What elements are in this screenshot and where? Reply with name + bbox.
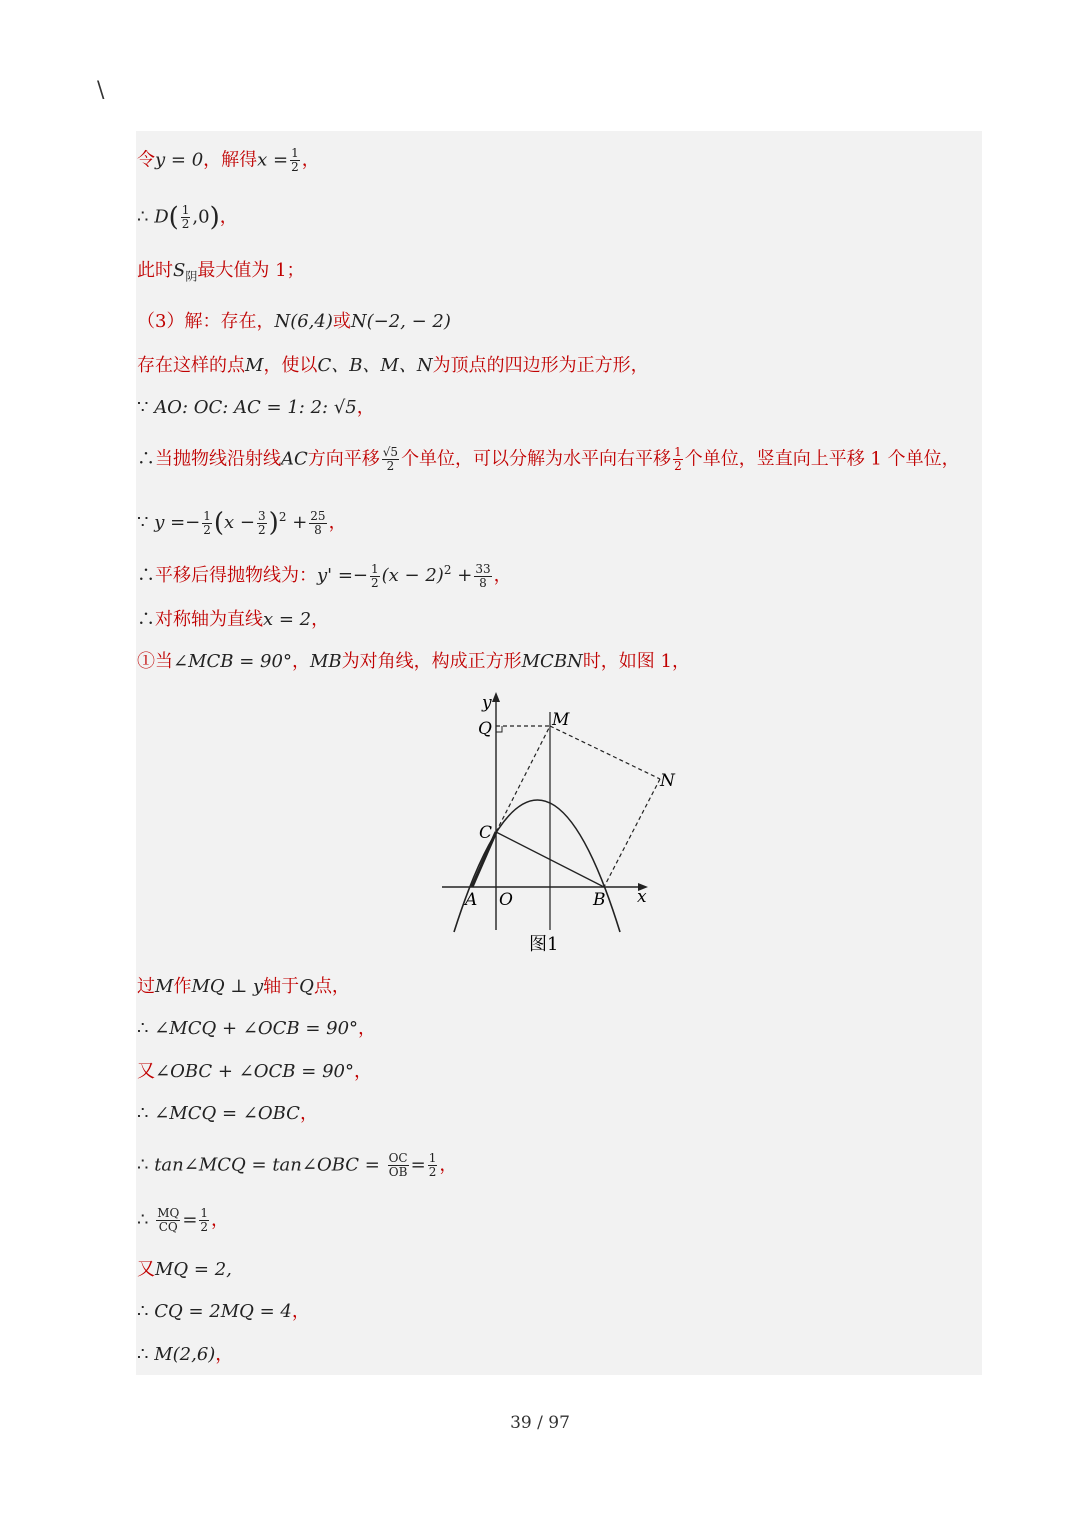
line-4 — [137, 310, 451, 334]
fraction: $\frac{1}{2}$ — [203, 508, 211, 537]
text: 又 — [137, 1259, 155, 1280]
punct: ， — [311, 609, 330, 630]
fraction: $\frac{25}{8}$ — [310, 508, 326, 537]
line-6 — [137, 396, 375, 420]
text: ，解得 — [203, 149, 258, 171]
math: N(−2, − 2) — [350, 311, 451, 332]
text: 个单位，竖直向上平移 1 个单位， — [684, 448, 960, 470]
label-A: A — [465, 890, 478, 910]
segment-NB — [604, 779, 660, 887]
math: (x − 2) — [381, 565, 444, 586]
therefore-symbol: ∴ — [137, 1344, 149, 1365]
math: + — [457, 565, 473, 586]
line-20 — [137, 1343, 233, 1367]
math: M — [155, 976, 174, 997]
punct: ， — [219, 206, 238, 228]
therefore-symbol: ∴ — [137, 1301, 149, 1322]
text: 为对角线，构成正方形 — [341, 651, 522, 672]
line-8: ∵ y =− $\frac{1}{2}$ (x − $\frac{3}{2}$ )$^2$ + $\frac{25}{8}$ ， — [137, 508, 347, 538]
line-15 — [137, 1102, 318, 1126]
text: 方向平移 — [307, 448, 380, 470]
therefore-symbol: ∴ — [137, 1103, 149, 1124]
math: x = 2 — [263, 609, 312, 630]
punct: ， — [358, 1018, 377, 1039]
math: M(2,6) — [154, 1344, 216, 1365]
punct: ， — [301, 149, 320, 171]
line-18 — [137, 1258, 232, 1282]
fraction: $\frac{1}{2}$ — [181, 203, 190, 231]
math: D — [154, 206, 169, 228]
therefore-symbol: ∴ — [137, 609, 155, 630]
text: 作 — [173, 976, 192, 997]
label-N: N — [660, 771, 675, 791]
because-symbol: ∵ — [137, 397, 149, 418]
text: 令 — [137, 149, 155, 171]
line-16 — [137, 1152, 457, 1179]
math: C、B、M、N — [317, 355, 433, 376]
corner-mark: \ — [97, 78, 105, 103]
math: y =− — [154, 512, 201, 533]
text: 时，如图 1， — [582, 651, 690, 672]
fraction: $\frac{1}{2}$ — [291, 146, 299, 174]
math: y' =− — [317, 565, 369, 586]
math: ,0 — [192, 206, 210, 228]
therefore-symbol: ∴ — [137, 448, 155, 470]
label-y: y — [482, 693, 492, 713]
math: Q — [299, 976, 314, 997]
math: ∠OBC + ∠OCB = 90° — [155, 1061, 354, 1082]
text: 轴于 — [263, 976, 300, 997]
text: 平移后得抛物线为： — [155, 565, 317, 586]
math: MB — [309, 651, 342, 672]
therefore-symbol: ∴ — [137, 1209, 149, 1231]
label-M: M — [552, 710, 570, 730]
text: 或 — [332, 311, 351, 332]
line-2: ∴ D( $\frac{1}{2}$ ,0)， — [137, 202, 238, 233]
text: （3）解：存在， — [137, 311, 275, 332]
math: tan∠MCQ = tan∠OBC = — [154, 1154, 380, 1176]
label-Q: Q — [478, 719, 492, 739]
math: x − — [224, 512, 256, 533]
punct: ， — [215, 1344, 234, 1365]
fraction: $\frac{√5}{2}$ — [382, 445, 399, 473]
line-9 — [137, 558, 512, 590]
line-1 — [137, 147, 320, 174]
math: y = 0 — [155, 149, 204, 171]
math: + — [292, 512, 308, 533]
because-symbol: ∵ — [137, 512, 149, 533]
page-number: 39 / 97 — [510, 1413, 570, 1433]
text: 为顶点的四边形为正方形， — [432, 355, 649, 376]
fraction: $\frac{1}{2}$ — [200, 1206, 209, 1234]
math: AC — [281, 448, 308, 470]
math: MQ ⊥ y — [191, 976, 264, 997]
math: N(6,4) — [274, 311, 333, 332]
math: AO: OC: AC = 1: 2: √5 — [154, 397, 357, 418]
text: 最大值为 1； — [197, 260, 305, 281]
text: ①当 — [137, 651, 173, 672]
figure-1-diagram — [432, 690, 675, 960]
math: S — [173, 260, 186, 281]
text: ， — [291, 651, 310, 672]
math: x = — [257, 149, 289, 171]
label-B: B — [593, 890, 606, 910]
text: 个单位，可以分解为水平向右平移 — [401, 448, 672, 470]
punct: ， — [356, 397, 375, 418]
line-19 — [137, 1300, 310, 1324]
math: ∠MCQ = ∠OBC — [154, 1103, 300, 1124]
punct: ， — [328, 512, 347, 533]
math: = — [182, 1209, 198, 1231]
parabola-curve — [454, 800, 620, 932]
therefore-symbol: ∴ — [137, 1154, 149, 1176]
fraction: $\frac{1}{2}$ — [428, 1151, 437, 1179]
right-angle-mark-icon — [496, 726, 502, 732]
fraction: $\frac{1}{2}$ — [371, 561, 379, 590]
text: 存在这样的点 — [137, 355, 245, 376]
text: 当抛物线沿射线 — [155, 448, 281, 470]
fraction: $\frac{MQ}{CQ}$ — [157, 1206, 180, 1234]
segment-CM — [496, 726, 550, 832]
line-11 — [137, 650, 690, 674]
exponent: 2 — [443, 563, 452, 577]
line-17 — [137, 1207, 229, 1234]
math: ∠MCQ + ∠OCB = 90° — [154, 1018, 359, 1039]
math: = — [410, 1154, 426, 1176]
punct: ， — [439, 1154, 458, 1176]
punct: ， — [299, 1103, 318, 1124]
fraction: $\frac{33}{8}$ — [475, 561, 491, 590]
fraction: $\frac{1}{2}$ — [674, 445, 682, 473]
line-7 — [137, 446, 960, 473]
text: ，使以 — [263, 355, 318, 376]
math: ∠MCB = 90° — [173, 651, 292, 672]
math: M — [245, 355, 264, 376]
punct: ， — [211, 1209, 230, 1231]
therefore-symbol: ∴ — [137, 565, 155, 586]
math: MQ = 2, — [155, 1259, 232, 1280]
label-C: C — [479, 823, 493, 843]
math: MCBN — [521, 651, 583, 672]
y-axis-arrow-icon — [492, 692, 500, 702]
text: 对称轴为直线 — [155, 609, 263, 630]
line-12 — [137, 975, 350, 999]
line-14 — [137, 1060, 372, 1084]
text: 点， — [313, 976, 350, 997]
text: 又 — [137, 1061, 155, 1082]
therefore-symbol: ∴ — [137, 206, 149, 228]
math: CQ = 2MQ = 4 — [154, 1301, 292, 1322]
line-5 — [137, 354, 649, 378]
segment-MN — [550, 726, 660, 779]
punct: ， — [291, 1301, 310, 1322]
punct: ， — [493, 565, 512, 586]
therefore-symbol: ∴ — [137, 1018, 149, 1039]
text: 过 — [137, 976, 155, 997]
punct: ， — [353, 1061, 372, 1082]
line-10 — [137, 608, 329, 632]
label-x: x — [637, 887, 647, 907]
label-O: O — [499, 890, 513, 910]
fraction: $\frac{OC}{OB}$ — [388, 1151, 408, 1179]
fraction: $\frac{3}{2}$ — [258, 508, 266, 537]
text: 此时 — [137, 260, 173, 281]
figure-caption: 图1 — [529, 934, 559, 955]
exponent: 2 — [278, 510, 287, 524]
line-13 — [137, 1017, 376, 1041]
subscript: 阴 — [185, 269, 198, 284]
line-3 — [137, 259, 305, 289]
